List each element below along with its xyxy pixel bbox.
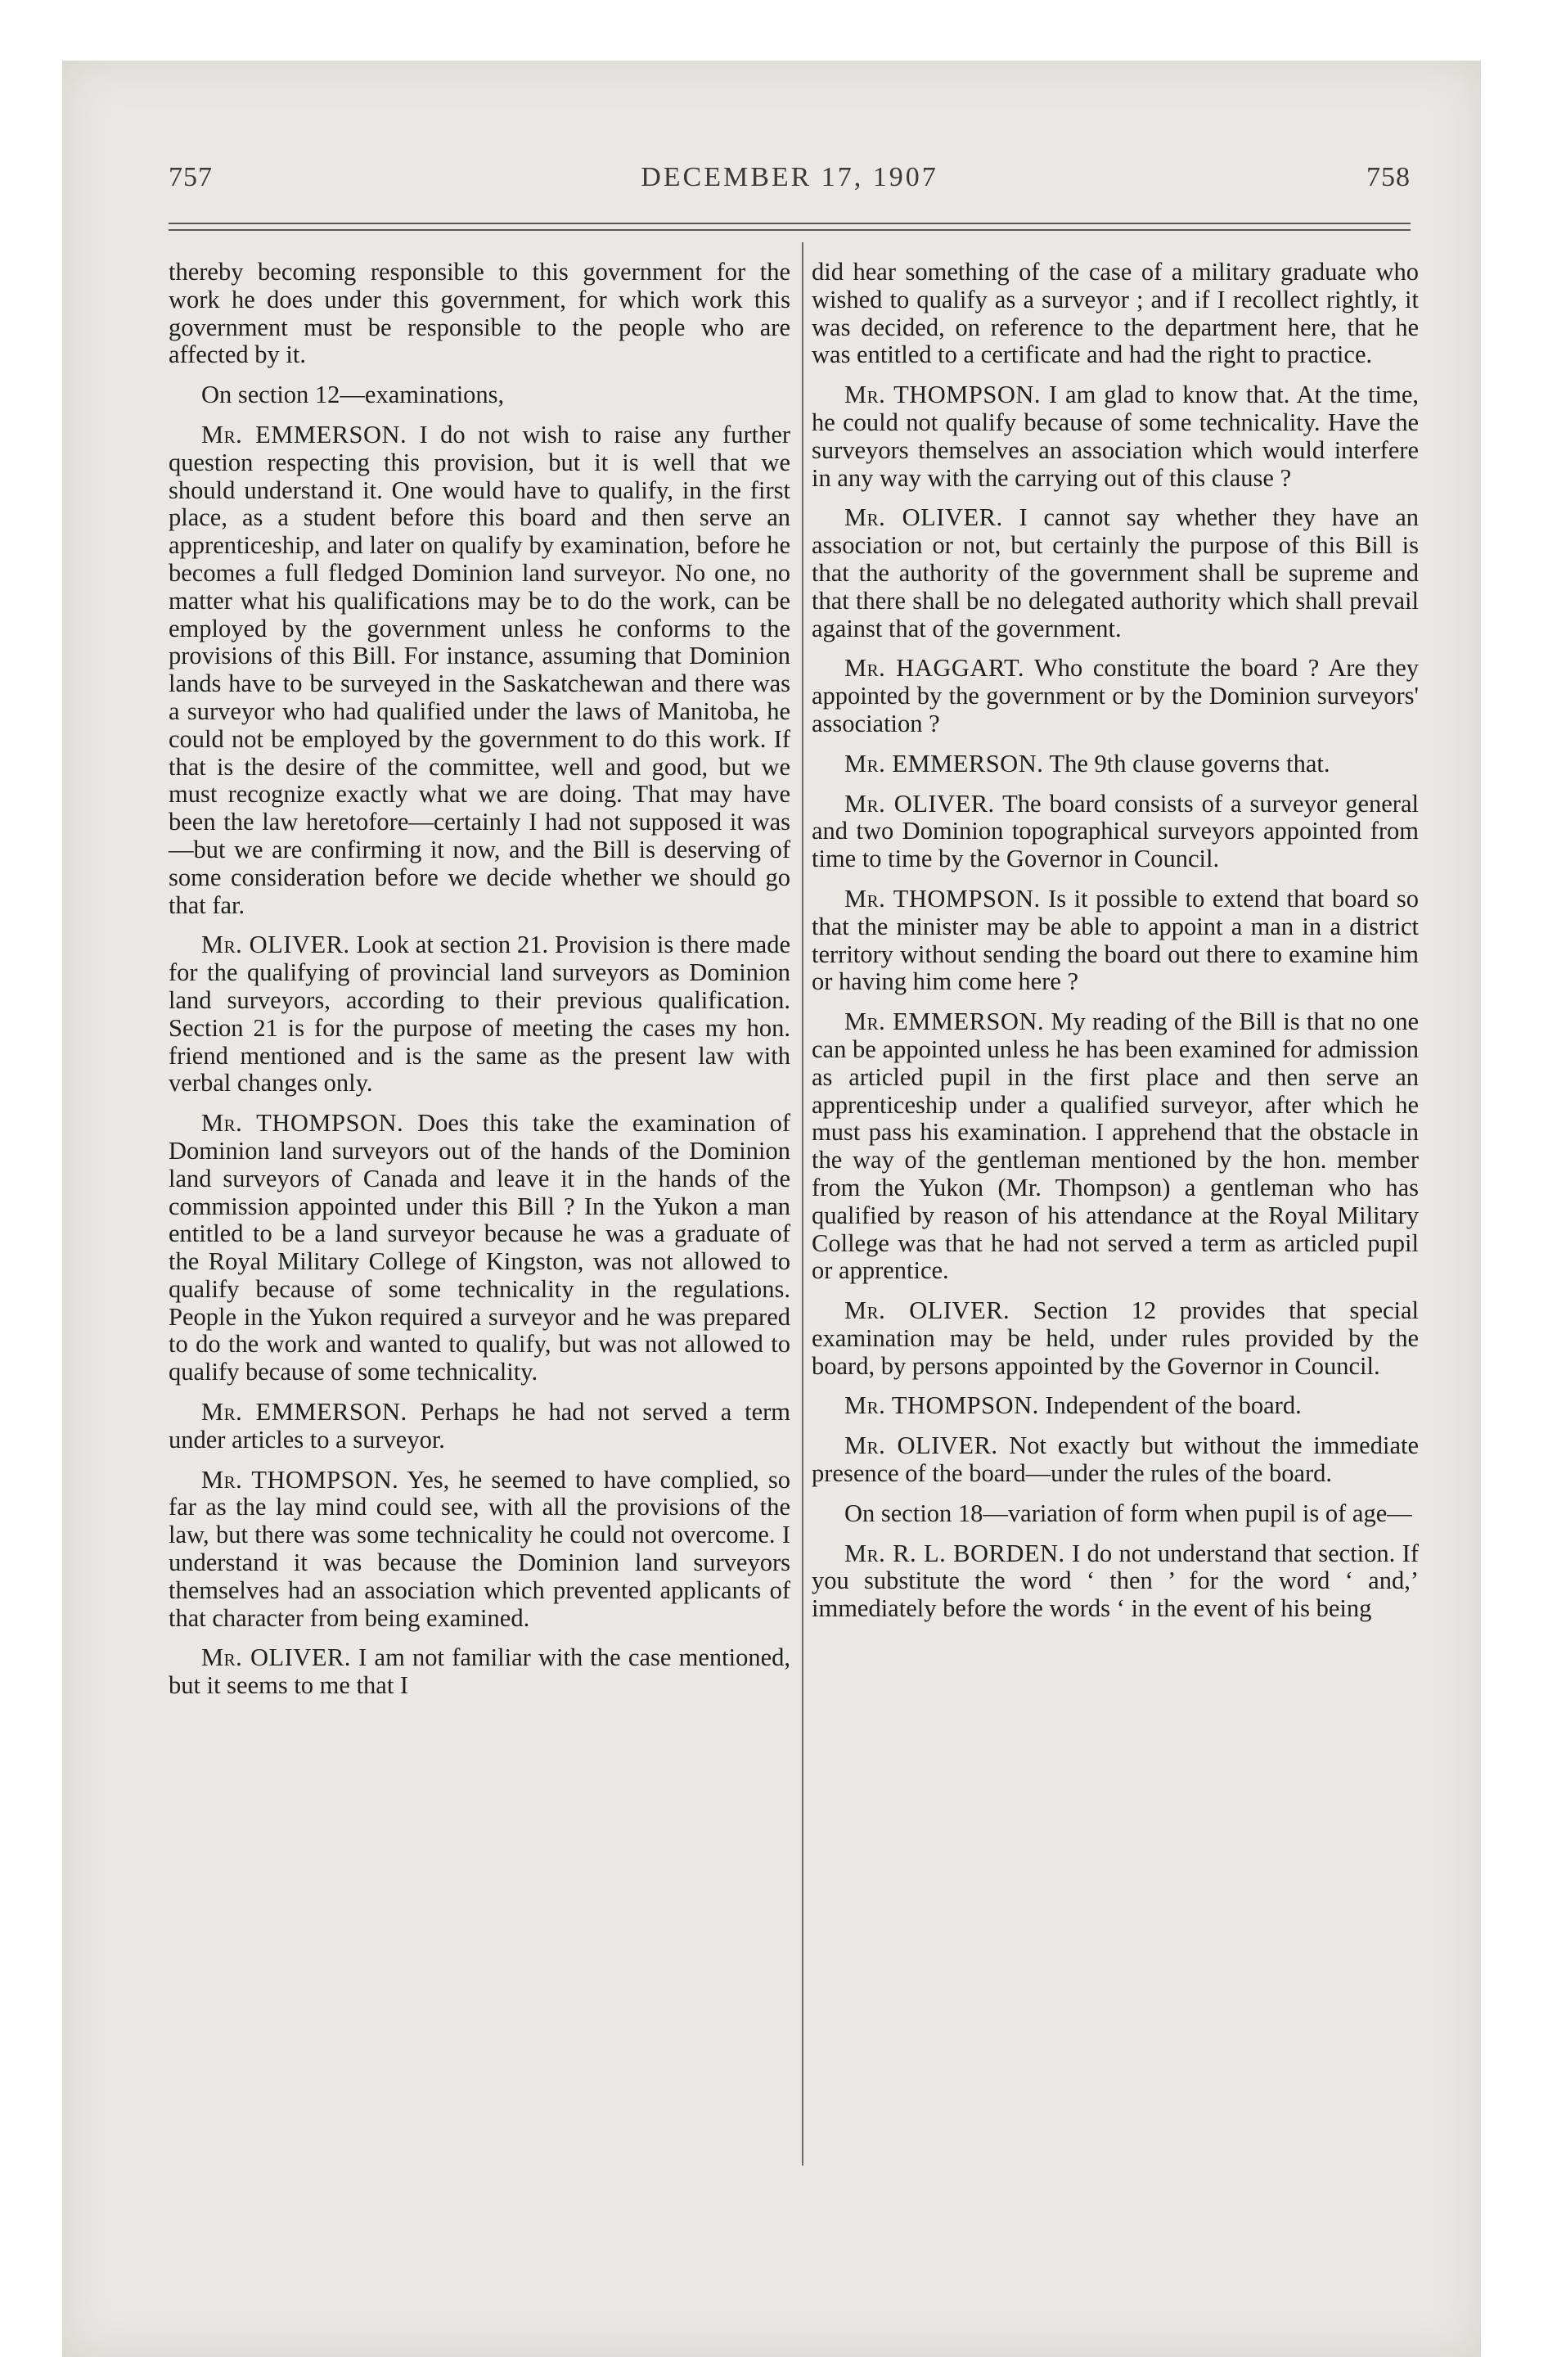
paragraph: [812, 1297, 1419, 1380]
left-column: [169, 259, 790, 1712]
speaker-name: Mr. THOMPSON.: [201, 1109, 404, 1138]
paragraph: [812, 1392, 1419, 1420]
header-rule-upper: [169, 223, 1411, 224]
paragraph-text: Is it possible to extend that board so that the minister may be able to appoint a man in a district territory without sending the board out there to examine him or having him come here ?: [812, 884, 1419, 996]
paragraph-text: The 9th clause governs that.: [1049, 749, 1330, 778]
speaker-name: Mr. EMMERSON.: [201, 420, 407, 449]
paragraph-text: Section 12 provides that special examination may be held, under rules provided by the board, by persons appointed by the Governor in Council.: [812, 1296, 1419, 1380]
speaker-name: Mr. OLIVER.: [844, 503, 1003, 532]
speaker-name: Mr. R. L. BORDEN.: [844, 1539, 1065, 1567]
paragraph-text: Who constitute the board ? Are they appointed by the government or by the Dominion surveyors' association ?: [812, 654, 1420, 737]
paragraph: [812, 1008, 1419, 1285]
paragraph: [169, 931, 790, 1098]
paragraph-text: Perhaps he had not served a term under articles to a surveyor.: [169, 1398, 790, 1454]
paragraph-text: I do not understand that section. If you substitute the word ‘ then ’ for the word ‘ and,’ immediately before the words ‘ in the event of his being: [812, 1539, 1419, 1623]
speaker-name: Mr. THOMPSON.: [844, 1391, 1039, 1420]
paragraph-text: Independent of the board.: [1045, 1391, 1302, 1420]
paragraph-text: I do not wish to raise any further question respecting this provision, but it is well that we should understand it. One would have to qualify, in the first place, as a student before this board and then serve an apprenticeship, and later on qualify by examination, before he becomes a full fledged Dominion land surveyor. No one, no matter what his qualifications may be to do the work, can be employed by the government unless he conforms to the provisions of this Bill. For instance, assuming that Dominion lands have to be surveyed in the Saskatchewan and there was a surveyor who had qualified under the laws of Manitoba, he could not be employed by the government to do this work. If that is the desire of the committee, well and good, but we must recognize exactly what we are doing. That may have been the law heretofore—certainly I had not supposed it was—but we are confirming it now, and the Bill is deserving of some consideration before we decide whether we should go that far.: [169, 420, 791, 919]
paragraph-text: I am not familiar with the case mentioned, but it seems to me that I: [169, 1643, 790, 1700]
paragraph-text: My reading of the Bill is that no one can be appointed unless he has been examined for admission as articled pupil in the first place and then serve an apprenticeship under a qualified surveyor, after which he must pass his examination. I apprehend that the obstacle in the way of the gentleman mentioned by the hon. member from the Yukon (Mr. Thompson) a gentleman who has qualified by reason of his attendance at the Royal Military College was that he had not served a term as articled pupil or apprentice.: [812, 1007, 1420, 1285]
right-column: [812, 259, 1419, 1635]
paragraph-text: On section 12—examinations,: [201, 381, 505, 409]
paragraph-text: The board consists of a surveyor general and two Dominion topographical surveyors appointed from time to time by the Governor in Council.: [812, 789, 1419, 873]
paragraph: [169, 1399, 790, 1454]
paragraph: [812, 886, 1419, 996]
paragraph: [812, 1500, 1419, 1528]
page-date: DECEMBER 17, 1907: [641, 162, 938, 192]
paragraph: [812, 791, 1419, 873]
speaker-name: Mr. OLIVER.: [201, 1643, 351, 1672]
column-divider: [802, 242, 803, 2166]
paragraph: [812, 1540, 1419, 1623]
speaker-name: Mr. THOMPSON.: [844, 884, 1041, 913]
paragraph-text: On section 18—variation of form when pupil is of age—: [844, 1499, 1412, 1527]
speaker-name: Mr. HAGGART.: [844, 654, 1024, 683]
paragraph: [169, 1110, 790, 1386]
paragraph: [812, 504, 1419, 642]
paragraph-text: Not exactly but without the immediate presence of the board—under the rules of the board.: [812, 1431, 1419, 1488]
speaker-name: Mr. EMMERSON.: [844, 1007, 1045, 1036]
paragraph-text: did hear something of the case of a military graduate who wished to qualify as a surveyor ; and if I recollect rightly, it was decided, on reference to the department here, that he was entitled to a certificate and had the right to practice.: [812, 258, 1419, 369]
speaker-name: Mr. EMMERSON.: [844, 749, 1044, 778]
speaker-name: Mr. OLIVER.: [844, 1431, 998, 1460]
paragraph-text: I am glad to know that. At the time, he could not qualify because of some technicality. Have the surveyors themselves an association which would interfere in any way with the carrying out of this clause ?: [812, 381, 1420, 492]
speaker-name: Mr. OLIVER.: [844, 789, 995, 818]
paragraph: [169, 1467, 790, 1633]
paragraph: [812, 751, 1419, 778]
page-number-right: 758: [1366, 162, 1411, 192]
paragraph-text: Look at section 21. Provision is there made for the qualifying of provincial land surveyors as Dominion land surveyors, according to their previous qualification. Section 21 is for the purpose of meeting the cases my hon. friend mentioned and is the same as the present law with verbal changes only.: [169, 931, 790, 1098]
paragraph: [169, 259, 790, 369]
paragraph-text: Does this take the examination of Dominion land surveyors out of the hands of the Dominion land surveyors of Canada and leave it in the hands of the commission appointed under this Bill ? In the Yukon a man entitled to be a land surveyor because he was a graduate of the Royal Military College of Kingston, was not allowed to qualify because of some technicality in the regulations. People in the Yukon required a surveyor and he was prepared to do the work and wanted to qualify, but was not allowed to qualify because of some technicality.: [169, 1109, 791, 1386]
paragraph: [169, 1644, 790, 1700]
paragraph: [169, 381, 790, 409]
speaker-name: Mr. OLIVER.: [844, 1296, 1010, 1325]
paragraph-text: I cannot say whether they have an association or not, but certainly the purpose of this Bill is that the authority of the government shall be supreme and that there shall be no delegated authority which shall prevail against that of the government.: [812, 503, 1419, 642]
page-header: [169, 162, 1411, 211]
paragraph-text: Yes, he seemed to have complied, so far as the lay mind could see, with all the provisions of the law, but there was some technicality he could not overcome. I understand it was because the Dominion land surveyors themselves had an association which prevented applicants of that character from being examined.: [169, 1465, 790, 1632]
paragraph: [812, 259, 1419, 369]
paragraph: [812, 655, 1419, 737]
paragraph-text: thereby becoming responsible to this government for the work he does under this government, for which work this government must be responsible to the people who are affected by it.: [169, 258, 790, 369]
speaker-name: Mr. EMMERSON.: [201, 1398, 407, 1427]
speaker-name: Mr. THOMPSON.: [201, 1465, 399, 1494]
page-number-left: 757: [169, 162, 213, 192]
paragraph: [169, 421, 790, 919]
speaker-name: Mr. THOMPSON.: [844, 381, 1042, 409]
header-rule-lower: [169, 229, 1411, 231]
paragraph: [812, 381, 1419, 492]
paragraph: [812, 1432, 1419, 1488]
speaker-name: Mr. OLIVER.: [201, 931, 350, 959]
